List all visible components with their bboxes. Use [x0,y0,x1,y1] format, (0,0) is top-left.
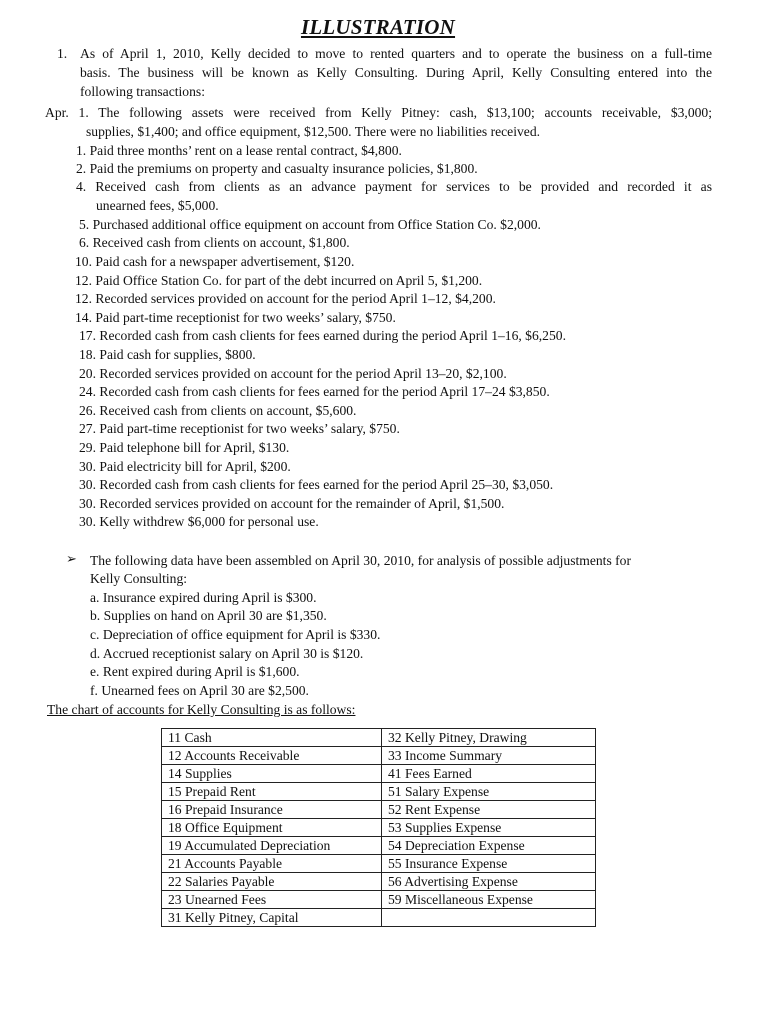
adjustment-item: c. Depreciation of office equipment for April is $330. [90,627,381,642]
transaction-item: 18. Paid cash for supplies, $800. [79,347,256,362]
account-cell: 11 Cash [162,729,382,747]
account-cell: 18 Office Equipment [162,819,382,837]
account-cell: 55 Insurance Expense [382,855,596,873]
transaction-apr-1: Apr. 1. The following assets were received from Kelly Pitney: cash, $13,100; accounts receivable, $3,000; [45,105,712,120]
table-row [162,729,596,747]
account-cell: 54 Depreciation Expense [382,837,596,855]
transaction-item: 30. Recorded services provided on account for the remainder of April, $1,500. [79,496,505,511]
transaction-item: 12. Paid Office Station Co. for part of the debt incurred on April 5, $1,200. [75,273,483,288]
table-row [162,873,596,891]
adjustment-item: f. Unearned fees on April 30 are $2,500. [90,683,309,698]
table-row [162,909,596,927]
transaction-item: 26. Received cash from clients on account, $5,600. [79,403,357,418]
adjustments-intro-line-1: The following data have been assembled on April 30, 2010, for analysis of possible adjustments for [90,553,631,568]
intro-line-1: As of April 1, 2010, Kelly decided to move to rented quarters and to operate the business on a full-time [80,46,712,61]
account-cell: 51 Salary Expense [382,783,596,801]
transaction-item: 27. Paid part-time receptionist for two weeks’ salary, $750. [79,421,400,436]
account-cell: 59 Miscellaneous Expense [382,891,596,909]
account-cell: 41 Fees Earned [382,765,596,783]
transaction-item: 10. Paid cash for a newspaper advertisement, $120. [75,254,355,269]
table-row [162,855,596,873]
adjustment-item: a. Insurance expired during April is $300. [90,590,317,605]
transaction-item: 5. Purchased additional office equipment on account from Office Station Co. $2,000. [79,217,541,232]
account-cell: 21 Accounts Payable [162,855,382,873]
table-row [162,765,596,783]
chart-of-accounts-heading: The chart of accounts for Kelly Consulting is as follows: [47,702,356,717]
transaction-item: 20. Recorded services provided on account for the period April 13–20, $2,100. [79,366,507,381]
account-cell: 15 Prepaid Rent [162,783,382,801]
adjustment-item: d. Accrued receptionist salary on April 30 is $120. [90,646,364,661]
account-cell [382,909,596,927]
transaction-item: 12. Recorded services provided on account for the period April 1–12, $4,200. [75,291,496,306]
transaction-item: 30. Recorded cash from cash clients for fees earned for the period April 25–30, $3,050. [79,477,554,492]
transaction-item: 1. Paid three months’ rent on a lease rental contract, $4,800. [76,143,402,158]
account-cell: 12 Accounts Receivable [162,747,382,765]
table-row [162,747,596,765]
account-cell: 56 Advertising Expense [382,873,596,891]
chart-of-accounts-table [161,728,596,927]
adjustments-intro-line-2: Kelly Consulting: [90,571,188,586]
account-cell: 14 Supplies [162,765,382,783]
transaction-item: 30. Paid electricity bill for April, $200. [79,459,291,474]
intro-line-2: basis. The business will be known as Kelly Consulting. During April, Kelly Consulting entered into the [80,65,712,80]
transaction-item-cont: unearned fees, $5,000. [96,198,219,213]
account-cell: 23 Unearned Fees [162,891,382,909]
account-cell: 33 Income Summary [382,747,596,765]
transaction-item: 29. Paid telephone bill for April, $130. [79,440,290,455]
transaction-item: 17. Recorded cash from cash clients for fees earned during the period April 1–16, $6,250. [79,328,566,343]
transaction-apr-1-cont: supplies, $1,400; and office equipment, $12,500. There were no liabilities received. [86,124,541,139]
adjustment-item: b. Supplies on hand on April 30 are $1,350. [90,608,327,623]
bullet-arrow-icon: ➢ [66,552,77,567]
account-cell: 31 Kelly Pitney, Capital [162,909,382,927]
transaction-item: 6. Received cash from clients on account, $1,800. [79,235,350,250]
transaction-item: 2. Paid the premiums on property and casualty insurance policies, $1,800. [76,161,478,176]
transaction-item: 4. Received cash from clients as an advance payment for services to be provided and recorded it as [76,179,712,194]
intro-number: 1. [57,46,68,61]
table-row [162,783,596,801]
account-cell: 32 Kelly Pitney, Drawing [382,729,596,747]
table-row [162,891,596,909]
account-cell: 22 Salaries Payable [162,873,382,891]
transaction-item: 24. Recorded cash from cash clients for fees earned for the period April 17–24 $3,850. [79,384,550,399]
page-title: ILLUSTRATION [300,15,456,39]
account-cell: 52 Rent Expense [382,801,596,819]
table-row [162,837,596,855]
intro-line-3: following transactions: [80,84,205,99]
account-cell: 19 Accumulated Depreciation [162,837,382,855]
account-cell: 16 Prepaid Insurance [162,801,382,819]
account-cell: 53 Supplies Expense [382,819,596,837]
adjustment-item: e. Rent expired during April is $1,600. [90,664,300,679]
transaction-item: 30. Kelly withdrew $6,000 for personal use. [79,514,319,529]
table-row [162,819,596,837]
table-row [162,801,596,819]
transaction-item: 14. Paid part-time receptionist for two weeks’ salary, $750. [75,310,396,325]
